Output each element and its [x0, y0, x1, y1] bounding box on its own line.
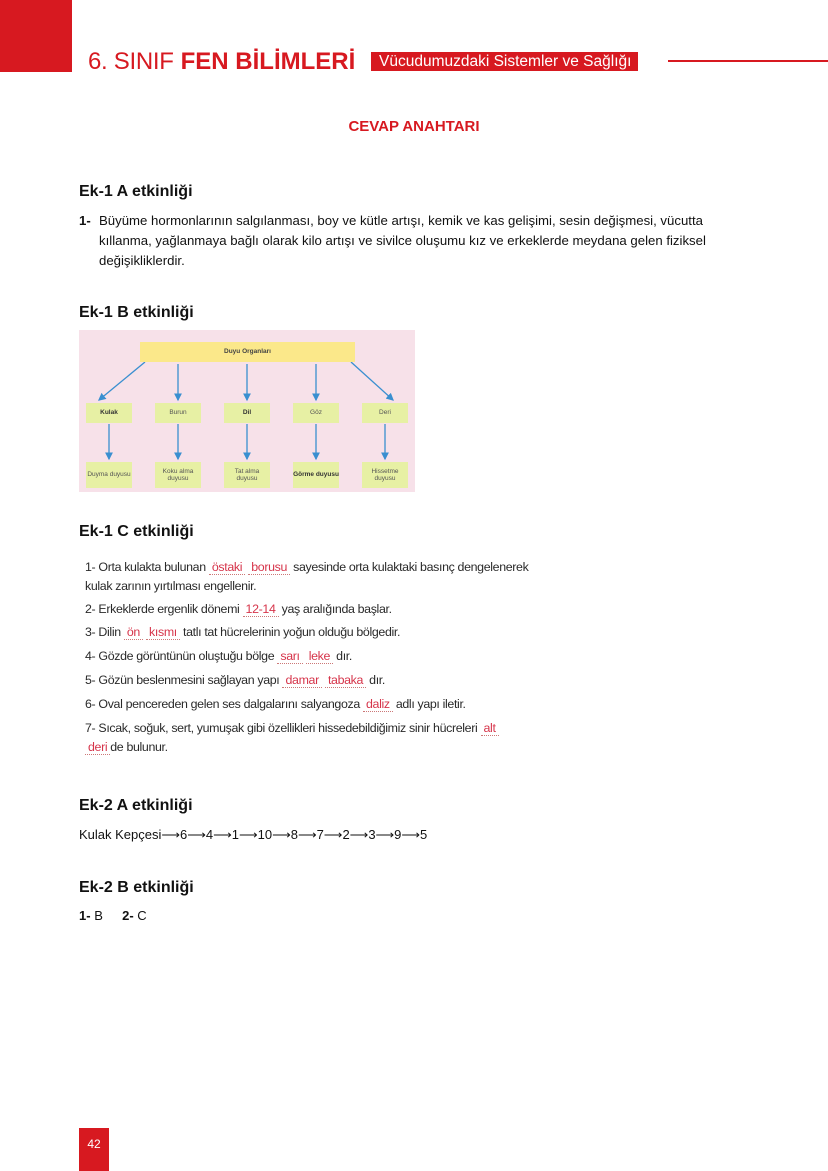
item-4-answer-2: leke: [306, 649, 333, 664]
ek2b-number-2: 2-: [122, 908, 134, 923]
item-4-answer-1: sarı: [277, 649, 302, 664]
fill-item-6: [85, 697, 466, 711]
fill-item-1: [85, 560, 528, 574]
ek2b-answer-1: B: [94, 908, 103, 923]
sense-koku-alma: Koku alma duyusu: [155, 462, 201, 488]
ek2b-answers: [79, 908, 147, 923]
sense-organs-diagram: [79, 330, 415, 492]
page-header: [88, 46, 355, 76]
diagram-root-box: Duyu Organları: [140, 342, 355, 362]
item-5-answer-1: damar: [282, 673, 321, 688]
fill-item-7: [85, 721, 499, 735]
organ-goz: Göz: [293, 403, 339, 423]
item-7-answer-2: deri: [85, 740, 110, 755]
item-7-text: 7- Sıcak, soğuk, sert, yumuşak gibi özellikleri hissedebildiğimiz sinir hücreleri: [85, 721, 478, 735]
item-3-answer-1: ön: [124, 625, 143, 640]
page-number-box: [79, 1128, 109, 1171]
item-1-answer-2: borusu: [248, 560, 290, 575]
header-rule: [668, 60, 828, 62]
item-5-answer-2: tabaka: [325, 673, 366, 688]
ek1b-heading: Ek-1 B etkinliği: [79, 304, 194, 321]
page-number: 42: [87, 1137, 101, 1151]
fill-item-3: [85, 625, 400, 639]
ek1a-heading: Ek-1 A etkinliği: [79, 183, 193, 200]
fill-item-7-cont: [85, 740, 168, 754]
ek1a-answer: [79, 211, 751, 271]
ek2b-number-1: 1-: [79, 908, 91, 923]
sense-gorme: Görme duyusu: [293, 462, 339, 488]
ek2b-heading: Ek-2 B etkinliği: [79, 879, 194, 896]
fill-item-5: [85, 673, 385, 687]
item-3-text-end: tatlı tat hücrelerinin yoğun olduğu bölgedir.: [183, 625, 401, 639]
item-5-text: 5- Gözün beslenmesini sağlayan yapı: [85, 673, 280, 687]
item-1-text: 1- Orta kulakta bulunan: [85, 560, 206, 574]
item-2-answer-1: 12-14: [243, 602, 279, 617]
item-6-answer-1: daliz: [363, 697, 393, 712]
sense-hissetme: Hissetme duyusu: [362, 462, 408, 488]
ek2a-heading: Ek-2 A etkinliği: [79, 797, 193, 814]
sense-tat-alma: Tat alma duyusu: [224, 462, 270, 488]
organ-burun: Burun: [155, 403, 201, 423]
fill-item-2: [85, 602, 392, 616]
organ-dil: Dil: [224, 403, 270, 423]
ear-sequence: Kulak Kepçesi⟶6⟶4⟶1⟶10⟶8⟶7⟶2⟶3⟶9⟶5: [79, 827, 428, 842]
item-1-answer-1: östaki: [209, 560, 245, 575]
ek1a-number: 1-: [79, 213, 91, 228]
item-4-text: 4- Gözde görüntünün oluştuğu bölge: [85, 649, 275, 663]
arrow-root-deri: [351, 362, 393, 400]
item-2-text: 2- Erkeklerde ergenlik dönemi: [85, 602, 240, 616]
header-corner-block: [0, 0, 72, 72]
ek2b-answer-2: C: [137, 908, 147, 923]
subject-title: FEN BİLİMLERİ: [180, 48, 356, 75]
item-3-answer-2: kısmı: [146, 625, 180, 640]
unit-tag: Vücudumuzdaki Sistemler ve Sağlığı: [371, 52, 638, 71]
item-2-text-end: yaş aralığında başlar.: [281, 602, 392, 616]
organ-kulak: Kulak: [86, 403, 132, 423]
item-6-text-end: adlı yapı iletir.: [395, 697, 466, 711]
ek1a-text: Büyüme hormonlarının salgılanması, boy ve kütle artışı, kemik ve kas gelişimi, sesin değişmesi, vücutta kıllanma, yağlanmaya bağlı olarak kilo artışı ve sivilce oluşumu kız ve erkeklerde meydana gelen fiziksel değişikliklerdir.: [99, 213, 706, 268]
answer-key-title: CEVAP ANAHTARI: [348, 118, 480, 135]
item-1-text-end: sayesinde orta kulaktaki basınç dengelenerek: [293, 560, 529, 574]
item-3-text: 3- Dilin: [85, 625, 121, 639]
organ-deri: Deri: [362, 403, 408, 423]
item-5-text-end: dır.: [369, 673, 385, 687]
item-7-answer-1: alt: [481, 721, 499, 736]
ek1c-heading: Ek-1 C etkinliği: [79, 523, 194, 540]
item-4-text-end: dır.: [336, 649, 352, 663]
sense-duyma: Duyma duyusu: [86, 462, 132, 488]
item-6-text: 6- Oval pencereden gelen ses dalgalarını salyangoza: [85, 697, 360, 711]
item-7-text-end: de bulunur.: [110, 740, 168, 754]
fill-item-1-cont: kulak zarının yırtılması engellenir.: [85, 579, 257, 593]
grade-label: 6. SINIF: [88, 48, 174, 75]
arrow-root-kulak: [99, 362, 145, 400]
fill-item-4: [85, 649, 352, 663]
